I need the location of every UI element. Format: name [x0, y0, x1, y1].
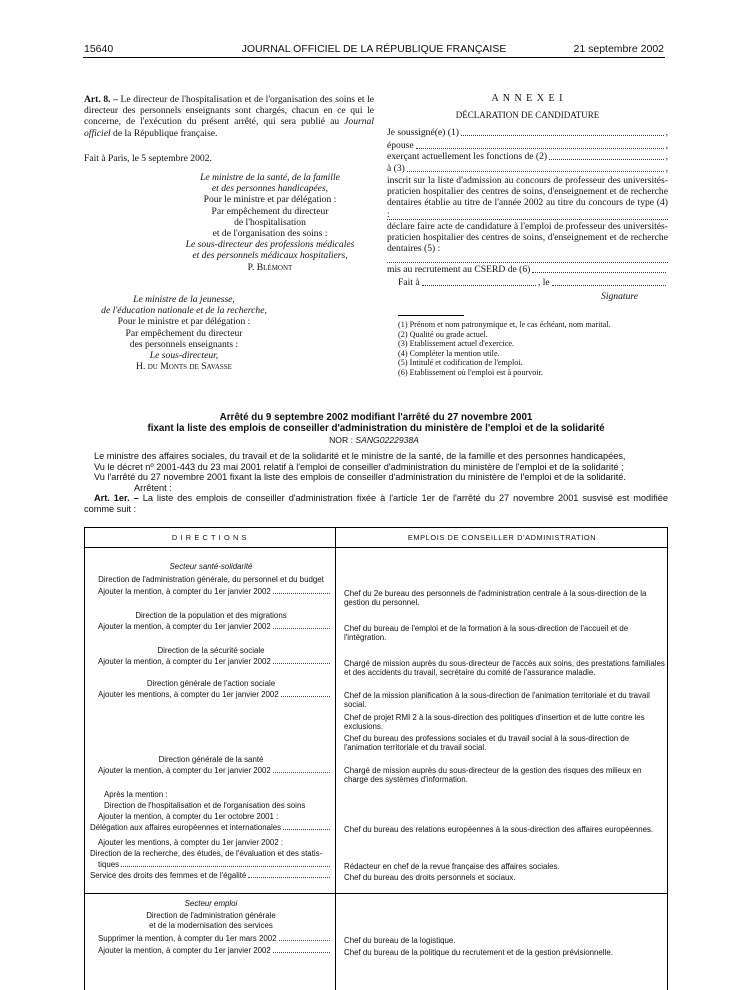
- article-1-text: La liste des emplois de conseiller d'administration fixée à l'article 1er de l'arrêté du 27 novembre 2001 susvisé est modifiée comme suit :: [84, 493, 668, 514]
- arrete-title-line-2: fixant la liste des emplois de conseiller d'administration du ministère de l'emploi et de la solidarité: [147, 423, 605, 434]
- form-label: mis au recrutement au CSERD de (6): [387, 264, 531, 275]
- mention-text: Ajouter la mention, à compter du 1er octobre 2001 :: [98, 812, 279, 821]
- form-line-epouse: épouse ,: [387, 140, 668, 151]
- direction-name: Direction générale de la santé: [158, 755, 264, 764]
- article-8-text-b: de la République française.: [110, 127, 218, 139]
- mention-text: Ajouter la mention, à compter du 1er janvier 2002: [98, 657, 271, 666]
- direction-name: Direction de la recherche, des études, de l'évaluation et des statis-: [90, 849, 323, 858]
- mention-text: Ajouter la mention, à compter du 1er janvier 2002: [98, 766, 271, 775]
- signature-block-2: [84, 294, 284, 372]
- form-blank-line: [387, 219, 668, 220]
- sig1-name: P. Blémont: [247, 261, 293, 273]
- sig1-line: et des personnels médicaux hospitaliers,: [192, 250, 348, 262]
- emploi-entry: Chef du 2e bureau des personnels de l'administration centrale à la sous-direction de la gestion du personnel.: [344, 589, 647, 608]
- mention-row: [90, 823, 331, 832]
- mention-text: Ajouter la mention, à compter du 1er janvier 2002: [98, 946, 271, 955]
- emploi-entry: Rédacteur en chef de la revue française des affaires sociales.: [344, 862, 560, 871]
- arretent: Arrêtent :: [134, 482, 172, 493]
- form-line-soussigne: Je soussigné(e) (1) ,: [387, 127, 668, 138]
- arrete-preamble: [84, 451, 668, 515]
- mention-row: [98, 766, 331, 775]
- mention-row: [98, 934, 331, 943]
- article-8-text-a: Le directeur de l'hospitalisation et de l'organisation des soins et le directeur des personnels enseignants sont chargés, chacun en ce qui le concerne, de l'exécution du présent arrêté, qui sera publié au: [84, 94, 374, 128]
- page-number: 15640: [84, 43, 114, 55]
- sig2-line: des personnels enseignants :: [129, 338, 239, 350]
- direction-name: Direction de l'hospitalisation et de l'organisation des soins: [104, 801, 306, 810]
- sig2-line: de l'éducation nationale et de la recherche,: [101, 305, 267, 317]
- sig1-line: et des personnes handicapées,: [211, 183, 329, 195]
- footnote: (6) Etablissement où l'emploi est à pourvoir.: [398, 367, 543, 377]
- sig2-line: Le ministre de la jeunesse,: [133, 294, 235, 305]
- fait-a-paris: Fait à Paris, le 5 septembre 2002.: [84, 153, 212, 164]
- form-line-lieu: à (3) ,: [387, 163, 668, 174]
- mention-row: [98, 622, 331, 631]
- direction-name: et de la modernisation des services: [149, 921, 273, 930]
- form-line-fonctions: exerçant actuellement les fonctions de (2) ,: [387, 151, 668, 162]
- sig1-line: Pour le ministre et par délégation :: [203, 194, 337, 206]
- preamble-vu-arrete: Vu l'arrêté du 27 novembre 2001 fixant la liste des emplois de conseiller d'administration du ministère de l'emploi et de la solidarité.: [94, 472, 626, 483]
- signature-block-1: [170, 172, 370, 273]
- article-8-journal: Journal officiel: [84, 116, 374, 139]
- mention-row: [98, 587, 331, 596]
- mention-text: Ajouter la mention, à compter du 1er janvier 2002: [98, 622, 271, 631]
- sig1-line: de l'hospitalisation: [234, 216, 306, 228]
- table-header-emplois: EMPLOIS DE CONSEILLER D'ADMINISTRATION: [407, 533, 597, 542]
- article-8: [84, 94, 374, 139]
- sig1-line: Par empêchement du directeur: [211, 205, 329, 217]
- annexe-title: A N N E X E I: [491, 93, 564, 104]
- mention-text: Ajouter la mention, à compter du 1er janvier 2002: [98, 587, 271, 596]
- direction-name: tiques: [98, 860, 120, 869]
- journal-title: JOURNAL OFFICIEL DE LA RÉPUBLIQUE FRANÇAISE: [241, 43, 507, 55]
- form-label: à (3): [387, 163, 405, 174]
- form-label: Je soussigné(e) (1): [387, 127, 459, 138]
- arrete-nor: [0, 435, 748, 445]
- footnote: (4) Compléter la mention utile.: [398, 348, 500, 358]
- form-label: épouse: [387, 140, 414, 151]
- footnote: (1) Prénom et nom patronymique et, le cas échéant, nom marital.: [398, 320, 611, 329]
- form-label: exerçant actuellement les fonctions de (2): [387, 151, 548, 162]
- mention-row: [98, 690, 331, 699]
- direction-name: Délégation aux affaires européennes et internationales: [90, 823, 282, 832]
- direction-name: Direction de l'administration générale: [146, 911, 276, 920]
- preamble-vu-decret: Vu le décret nº 2001-443 du 23 mai 2001 relatif à l'emploi de conseiller d'administration du ministère de l'emploi et de la solidarité ;: [94, 461, 624, 472]
- sig2-name: H. du Monts de Savasse: [136, 361, 232, 373]
- form-paragraph-inscrit: inscrit sur la liste d'admission au concours de professeur des universités-praticien hospitalier des centres de soins, d'enseignement et de recherche dentaires établie au titre de l'année 2002 au titre du concours de type (4) :: [387, 175, 668, 220]
- emploi-entry: Chef du bureau de la politique du recrutement et de la gestion prévisionnelle.: [344, 948, 613, 957]
- form-line-cserd: [387, 264, 668, 275]
- footnote: (2) Qualité ou grade actuel.: [398, 329, 488, 339]
- mention-row: [98, 657, 331, 666]
- nor-label: NOR :: [329, 435, 356, 445]
- direction-name: Direction générale de l'action sociale: [146, 679, 276, 688]
- emploi-entry: Chargé de mission auprès du sous-directeur de l'accès aux soins, des prestations familiales et des accidents du travail, secrétaire du comité de l'assurance maladie.: [344, 659, 665, 678]
- emploi-entry: Chef du bureau de la logistique.: [344, 936, 456, 945]
- header-date: 21 septembre 2002: [573, 43, 664, 55]
- article-8-label: Art. 8. –: [84, 94, 118, 105]
- sig2-line: Le sous-directeur,: [149, 350, 219, 362]
- direction-name: Direction de la population et des migrations: [135, 611, 287, 620]
- direction-name: Direction de l'administration générale, du personnel et du budget: [98, 575, 324, 584]
- emploi-entry: Chef du bureau de l'emploi et de la formation à la sous-direction de l'accueil et de l'intégration.: [344, 624, 629, 643]
- mention-row: [98, 860, 331, 869]
- emploi-entry: Chef du bureau des droits personnels et sociaux.: [344, 873, 516, 882]
- sig1-line: Le ministre de la santé, de la famille: [200, 172, 340, 183]
- footnote: (3) Etablissement actuel d'exercice.: [398, 339, 515, 349]
- mention-row: [98, 946, 331, 955]
- direction-name: Direction de la sécurité sociale: [157, 646, 265, 655]
- sig2-line: Par empêchement du directeur: [125, 327, 243, 339]
- form-line-fait: [398, 277, 668, 288]
- sector-emploi: Secteur emploi: [184, 899, 238, 908]
- article-1-label: Art. 1er. –: [94, 493, 139, 504]
- mention-text: Ajouter les mentions, à compter du 1er janvier 2002 :: [98, 838, 284, 847]
- footnote: (5) Intitulé et codification de l'emploi.: [398, 358, 523, 368]
- arrete-title-line-1: Arrêté du 9 septembre 2002 modifiant l'arrêté du 27 novembre 2001: [219, 412, 533, 423]
- direction-name: Service des droits des femmes et de l'égalité: [90, 871, 247, 880]
- sector-sante-solidarite: Secteur santé-solidarité: [169, 562, 253, 571]
- form-paragraph-declare: déclare faire acte de candidature à l'emploi de professeur des universités-praticien hospitalier des centres de soins, d'enseignement et de recherche dentaires (5) :: [387, 221, 668, 255]
- emploi-entry: Chef de la mission planification à la sous-direction de l'animation territoriale et du travail social.: [344, 691, 650, 710]
- emploi-entry: Chef du bureau des professions sociales et du travail social à la sous-direction de l'animation territoriale et du travail social.: [344, 734, 630, 753]
- table-header-rule: [84, 547, 668, 548]
- form-signature-label: Signature: [601, 291, 638, 302]
- nor-code: SANG0222938A: [355, 435, 419, 445]
- apres-mention: Après la mention :: [104, 790, 168, 799]
- form-label: , le: [537, 277, 550, 288]
- emploi-entry: Chef du bureau des relations européennes à la sous-direction des affaires européennes.: [344, 825, 654, 834]
- form-blank-line: [387, 262, 668, 263]
- table-header-directions: D I R E C T I O N S: [171, 533, 248, 542]
- annexe-subtitle: DÉCLARATION DE CANDIDATURE: [455, 110, 600, 120]
- header-rule: [83, 57, 665, 58]
- preamble-ministres: Le ministre des affaires sociales, du travail et de la solidarité et le ministre de la santé, de la famille et des personnes handicapées,: [94, 451, 626, 461]
- sig1-line: Le sous-directeur des professions médicales: [185, 239, 355, 251]
- mention-row: [90, 871, 331, 880]
- form-label: Fait à: [398, 277, 420, 288]
- footnotes: [398, 320, 673, 378]
- sig1-line: et de l'organisation des soins :: [212, 228, 328, 240]
- emploi-entry: Chargé de mission auprès du sous-directeur de la gestion des risques des milieux en charge des systèmes d'information.: [344, 766, 642, 785]
- footnote-rule: [398, 315, 464, 316]
- mention-text: Supprimer la mention, à compter du 1er mars 2002: [98, 934, 277, 943]
- mention-text: Ajouter les mentions, à compter du 1er janvier 2002: [98, 690, 279, 699]
- sig2-line: Pour le ministre et par délégation :: [117, 316, 251, 328]
- table-column-rule: [335, 527, 336, 990]
- table-sector-rule: [84, 893, 668, 894]
- emploi-entry: Chef de projet RMI 2 à la sous-direction des politiques d'insertion et de lutte contre les exclusions.: [344, 713, 645, 732]
